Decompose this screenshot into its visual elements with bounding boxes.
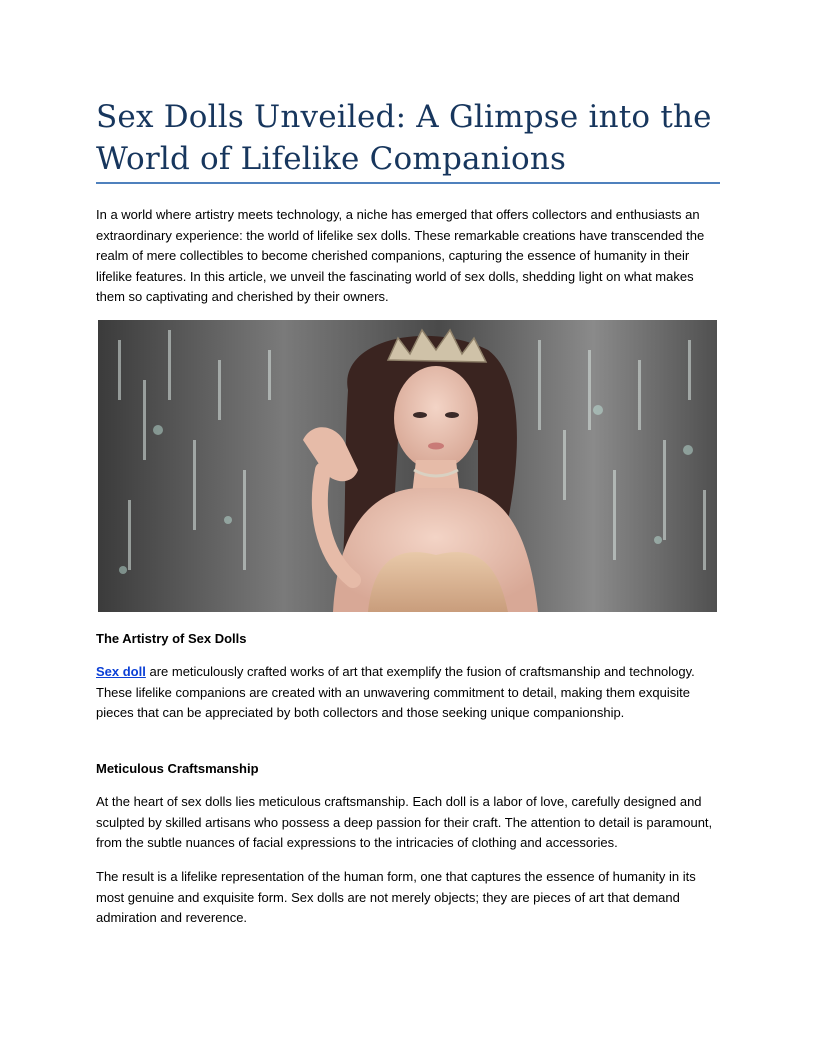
intro-paragraph: In a world where artistry meets technology, a niche has emerged that offers collectors and enthusiasts an extraordinary experience: the world of lifelike sex dolls. These remarkable creations have transcended the realm of mere collectibles to become cherished companions, capturing the essence of humanity in their lifelike features. In this article, we unveil the fascinating world of sex dolls, shedding light on what makes them so captivating and cherished by their owners. xyxy=(96,207,705,305)
section-heading-craftsmanship: Meticulous Craftsmanship xyxy=(96,761,259,776)
sex-doll-link[interactable]: Sex doll xyxy=(96,664,146,679)
artistry-paragraph xyxy=(96,662,722,724)
craftsmanship-paragraph-2: The result is a lifelike representation of the human form, one that captures the essence of humanity in its most genuine and exquisite form. Sex dolls are not merely objects; they are pieces of art that demand admiration and reverence. xyxy=(96,869,696,926)
artistry-paragraph-text: are meticulously crafted works of art that exemplify the fusion of craftsmanship and technology. These lifelike companions are created with an unwavering commitment to detail, making them exquisite pieces that can be appreciated by both collectors and those seeking unique companionship. xyxy=(96,664,695,721)
title-underline xyxy=(96,182,720,184)
document-title: Sex Dolls Unveiled: A Glimpse into the World of Lifelike Companions xyxy=(96,99,712,177)
craftsmanship-paragraph-1: At the heart of sex dolls lies meticulous craftsmanship. Each doll is a labor of love, carefully designed and sculpted by skilled artisans who possess a deep passion for their craft. The attention to detail is paramount, from the subtle nuances of facial expressions to the intricacies of clothing and accessories. xyxy=(96,794,713,851)
photo-of-doll-with-crown-icon xyxy=(98,320,717,612)
section-heading-artistry: The Artistry of Sex Dolls xyxy=(96,631,247,646)
doll-photo xyxy=(98,320,717,612)
